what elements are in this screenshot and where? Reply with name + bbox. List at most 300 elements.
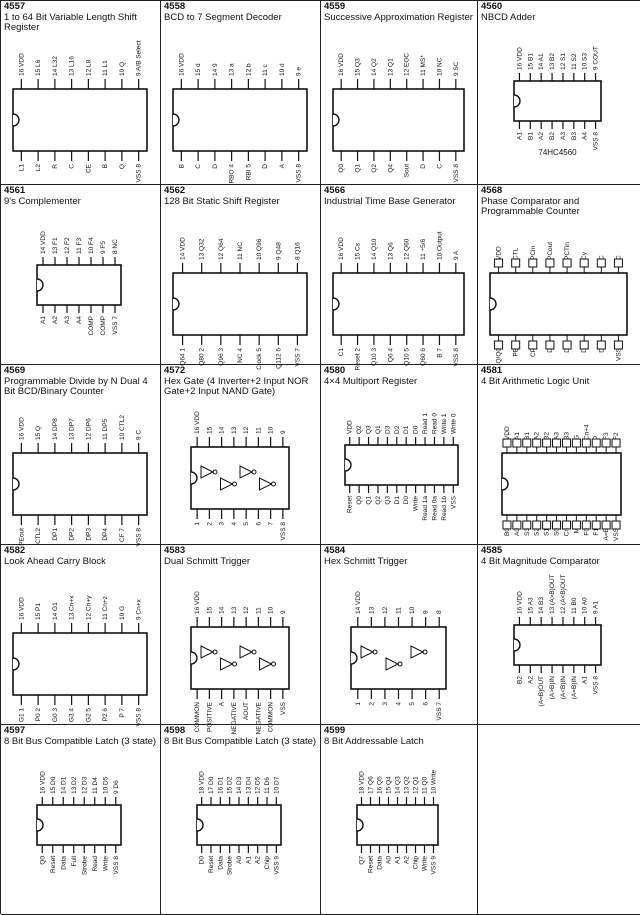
chip-number: 4599: [324, 725, 346, 736]
chip-cell: [321, 725, 478, 915]
pin-label: 12 Q1: [412, 776, 420, 794]
pin-label: B2: [549, 132, 557, 140]
pin-label: P2 6: [102, 708, 110, 722]
pin-label: Q/Q0: [495, 348, 503, 364]
ic-package-body: [37, 805, 121, 845]
pin-label: DP4: [102, 528, 110, 541]
chip-title: 1 to 64 Bit Variable Length Shift Register: [4, 11, 137, 33]
ic-package-body: [173, 89, 307, 151]
pin-label: 14 D1: [60, 776, 68, 794]
chip-title: 8 Bit Addressable Latch: [324, 735, 424, 747]
pin-label: 1: [354, 702, 362, 706]
pin-label: G: [573, 434, 581, 440]
pin-label: 12 (A<B)OUT: [559, 574, 567, 614]
pin-label: 11 F3: [76, 237, 83, 254]
pin-label: VDD: [503, 426, 511, 440]
pin-label: 9 A/B Select: [135, 40, 143, 76]
pin-label: D: [581, 348, 589, 353]
pin-label: 4: [230, 522, 238, 526]
pinout-diagram: [478, 1, 640, 185]
pinout-diagram: [161, 185, 321, 370]
pin-label: 10: [409, 606, 417, 614]
pin-label: 15 Q3: [354, 58, 362, 76]
pin-label: 11: [255, 427, 263, 434]
chip-cell: [321, 1, 478, 185]
pin-label: CP: [529, 348, 537, 358]
pin-label: B3: [563, 432, 571, 440]
pin-label: D0: [198, 856, 206, 865]
chip-cell: [161, 725, 321, 915]
pin-label: 12 L8: [85, 59, 93, 76]
pin-label: Reset: [346, 496, 354, 513]
chip-title: Hex Schmitt Trigger: [324, 555, 408, 567]
pin-label: 11 DP5: [102, 418, 110, 440]
pin-label: F1: [593, 528, 601, 536]
chip-cell: [321, 365, 478, 545]
pin-label: 13 DP7: [68, 418, 76, 440]
pin-label: 10 Output: [436, 231, 444, 260]
chip-title: NBCD Adder: [481, 11, 536, 23]
chip-title: Dual Schmitt Trigger: [164, 555, 251, 567]
chip-title: BCD to 7 Segment Decoder: [164, 11, 282, 23]
pin-label: 8 NC: [112, 239, 119, 254]
pin-label: D: [598, 348, 606, 353]
pin-label: 11 MS*: [420, 55, 428, 76]
pin-label: 14 9: [211, 63, 219, 76]
chip-cell: [478, 365, 640, 545]
ic-package-body: [13, 89, 147, 151]
pin-label: 18 VDD: [198, 771, 206, 794]
pin-label: 14 D3: [236, 776, 243, 794]
pin1-notch: [351, 652, 357, 664]
pin-label: Q0: [39, 856, 47, 865]
pin-label: Read 1a: [422, 496, 430, 521]
pin-label: A3: [553, 432, 561, 440]
pin-label: R: [51, 164, 59, 169]
pin-label: Q4: [387, 164, 395, 173]
ic-package-body: [13, 453, 147, 515]
ic-package-body: [357, 805, 438, 845]
pin1-notch: [173, 298, 179, 310]
pin-label: Clock 5: [256, 348, 264, 370]
pin-label: M: [573, 528, 581, 534]
pin-label: 13 B2: [549, 53, 557, 70]
pinout-diagram: [478, 545, 640, 725]
pin-label: 10 A0: [581, 597, 589, 614]
chip-title: 4×4 Multiport Register: [324, 375, 418, 387]
pin-label: Data: [217, 856, 225, 870]
chip-title: 4 Bit Magnitude Comparator: [481, 555, 600, 567]
pin1-notch: [514, 95, 520, 107]
pinout-diagram: [321, 1, 478, 185]
pin-label: 14 Q3: [394, 776, 402, 794]
chip-number: 4598: [164, 725, 186, 736]
gate-symbols: [201, 466, 276, 490]
pin-label: A1: [581, 676, 589, 684]
pin-label: L2: [35, 164, 43, 172]
pin-label: S1: [543, 528, 551, 536]
pin-label: Reset 2: [354, 348, 362, 371]
pin1-notch: [37, 819, 43, 831]
chip-cell: [478, 1, 640, 185]
pin1-notch: [502, 478, 508, 490]
pin-label: 16 VDD: [194, 411, 202, 434]
pin-label: 12 Q64: [217, 238, 225, 260]
pin-label: 10 CTL2: [118, 415, 126, 440]
pin-label: B0: [503, 528, 511, 536]
pin-label: 13 L16: [68, 56, 76, 76]
chip-number: 4572: [164, 365, 186, 376]
pin-label: 8: [436, 610, 444, 614]
pin-label: 14 VDD: [179, 237, 187, 260]
pin-label: NC 4: [237, 348, 244, 363]
chip-number: 4566: [324, 185, 346, 196]
pin-label: 12 D3: [81, 776, 89, 794]
chip-cell: [161, 185, 321, 370]
pin1-notch: [514, 639, 520, 651]
pin-label: 9 COUT: [592, 46, 600, 70]
pin-label: Write: [102, 856, 110, 872]
chip-number: 4581: [481, 365, 503, 376]
pin-label: 16 VDD: [18, 53, 26, 76]
pin-label: A1: [245, 856, 253, 864]
pin-label: CTL2: [35, 528, 43, 544]
pin-label: 14 G1: [51, 602, 59, 620]
pin-label: 9: [279, 610, 287, 614]
pin1-notch: [333, 298, 339, 310]
pinout-diagram: [321, 725, 478, 915]
pin-label: 11 Cn+z: [102, 596, 110, 620]
pin-label: B 7: [436, 348, 444, 358]
pin-label: Cn+4: [583, 424, 591, 440]
pin-label: 12 D5: [254, 776, 262, 794]
pin-label: Cy: [581, 252, 589, 260]
pin-label: Reset: [367, 856, 375, 873]
pin-label: A2: [254, 856, 262, 864]
pin1-notch: [13, 658, 19, 670]
pinout-diagram: [321, 365, 478, 545]
gate-symbols: [201, 646, 276, 670]
chip-number: 4561: [4, 185, 26, 196]
pin-label: 16 Q5: [376, 776, 384, 794]
pinout-diagram: [1, 545, 161, 725]
pin-label: 16 VDD: [18, 597, 26, 620]
pin1-notch: [357, 819, 363, 831]
pin-label: B2: [516, 676, 524, 684]
chip-number: 4584: [324, 545, 346, 556]
pin-label: 15 D2: [226, 776, 234, 794]
pin-label: 12: [381, 606, 389, 614]
pin-label: DP3: [85, 528, 93, 541]
pinout-diagram: [478, 185, 640, 365]
pin1-notch: [333, 114, 339, 126]
pin-label: 18 VDD: [358, 771, 366, 794]
pin-label: DP2: [68, 528, 76, 541]
pin-label: 11 B0: [570, 597, 578, 614]
pin-label: Full: [70, 856, 78, 867]
pin-label: 16 VDD: [516, 47, 524, 70]
ic-package-body: [514, 625, 601, 665]
pin-label: 5: [243, 522, 251, 526]
pin-label: 10 F4: [88, 237, 95, 254]
pin-label: 9 Cn+x: [135, 599, 143, 620]
pin-label: D3: [384, 425, 392, 434]
pin-label: Chip: [264, 856, 271, 870]
pin-label: C: [195, 164, 203, 169]
pin-label: 10 Q96: [256, 238, 264, 260]
pin-label: 13 a: [228, 63, 236, 76]
pin-label: 13 Q2: [403, 776, 411, 794]
chip-number: 4559: [324, 1, 346, 12]
chip-cell: [321, 545, 478, 725]
pin-label: Data: [60, 856, 68, 870]
pin-label: Write: [421, 856, 429, 872]
pin-label: A0: [236, 856, 243, 864]
pin-label: PE: [512, 348, 520, 357]
ic-package-body: [514, 81, 601, 121]
pin-label: B2: [543, 432, 551, 440]
pin-label: 12 Cn+y: [85, 595, 93, 620]
pin-label: A1: [394, 856, 402, 864]
pin-label: A: [278, 164, 286, 169]
pin-label: NEGATIVE: [230, 702, 238, 735]
pin-label: P: [593, 435, 601, 440]
pin-label: Write 0: [450, 413, 458, 434]
pin-label: C: [68, 164, 76, 169]
pin-label: 15 P1: [35, 603, 43, 620]
pin-label: VSS 8: [279, 522, 287, 541]
pin-label: CE: [85, 164, 93, 174]
pin-label: F0: [583, 528, 591, 536]
pin-label: Q2: [374, 496, 382, 505]
pin-label: Strobe: [81, 856, 89, 876]
pinout-diagram: [1, 1, 161, 185]
pin-label: 9 A1: [592, 600, 600, 614]
pin-label: Cn: [563, 528, 571, 537]
pin-label: 10 NC: [436, 57, 444, 76]
pin-label: C: [598, 255, 606, 260]
chip-cell: [1, 185, 161, 365]
pin-label: F3: [603, 432, 611, 440]
pin-label: POSITIVE: [206, 702, 214, 732]
pin-label: 17 D0: [208, 776, 215, 794]
pin-label: 3: [381, 702, 389, 706]
pin-label: Q: [118, 164, 126, 170]
pin-label: 14 L32: [51, 56, 59, 76]
pin-label: G3 4: [68, 708, 76, 723]
pin-label: 13 F1: [52, 237, 59, 254]
chip-number: 4585: [481, 545, 503, 556]
pin-label: Q0: [356, 496, 364, 505]
pin-label: A: [218, 702, 226, 707]
pin-label: D2: [393, 425, 401, 434]
chip-number: 4569: [4, 365, 26, 376]
pin-label: 1: [194, 522, 202, 526]
pin1-notch: [37, 279, 43, 291]
pinout-diagram: [161, 725, 321, 915]
pin-label: S3: [523, 528, 531, 536]
pin-label: (A=B)IN: [570, 676, 578, 700]
pin-label: 11 Q0: [421, 776, 429, 794]
pin-label: D: [546, 348, 554, 353]
chip-cell: [1, 365, 161, 545]
pin-label: 2: [206, 522, 214, 526]
ic-package-body: [197, 805, 281, 845]
pin-label: 14 A1: [538, 53, 546, 70]
pin-label: S2: [533, 528, 541, 536]
pin-label: COMMON: [194, 702, 202, 733]
pin-label: 9 F5: [100, 240, 107, 254]
chip-title: 8 Bit Bus Compatible Latch (3 state): [164, 735, 317, 747]
pin-label: 14 Q10: [370, 238, 378, 260]
pin-label: Q3: [365, 425, 373, 434]
pin-label: 15 L6: [35, 59, 43, 76]
pin-label: 13 Q1: [387, 58, 395, 76]
pin-label: Read 0a: [431, 496, 439, 521]
pin-label: 3: [218, 522, 226, 526]
pin-label: VSS 9: [430, 856, 438, 875]
pin-label: Read 1b: [440, 496, 448, 521]
pin-label: A2: [533, 432, 541, 440]
pin-label: 12 EOC: [403, 52, 411, 76]
pin-label: 10 Write: [430, 769, 438, 794]
pin-label: Q112 6: [275, 348, 283, 369]
ic-package-body: [333, 273, 464, 335]
pin-label: P 7: [118, 708, 126, 718]
pin1-notch: [490, 298, 496, 310]
pin-label: B3: [570, 132, 578, 140]
pin-label: 9: [422, 610, 430, 614]
pin-label: 10: [267, 606, 275, 614]
pin-label: 15: [206, 606, 214, 614]
pin-label: COMP: [100, 316, 107, 336]
pin-label: 4: [395, 702, 403, 706]
chip-title: Look Ahead Carry Block: [4, 555, 106, 567]
pin-label: AOUT: [243, 702, 251, 721]
pin-label: COMMON: [267, 702, 275, 733]
pin-label: Reset: [49, 856, 57, 873]
pin-label: A4: [76, 316, 83, 324]
chip-title: Hex Gate (4 Inverter+2 Input NOR Gate+2 Input NAND Gate): [164, 375, 309, 397]
pin-label: C: [615, 255, 623, 260]
pin-label: 13 Q32: [198, 238, 206, 260]
pin-label: 15 Q: [35, 425, 43, 440]
pin-label: 14: [218, 426, 226, 434]
chip-cell: [1, 1, 161, 185]
pin-label: 6: [255, 522, 263, 526]
chip-cell: [1, 725, 161, 915]
pin1-notch: [173, 114, 179, 126]
pin-label: Strobe: [226, 856, 234, 876]
pin-label: 9 C: [135, 429, 143, 440]
pin-label: 14 B3: [538, 597, 546, 614]
empty-cell: [478, 725, 640, 915]
pin-label: Q1: [365, 496, 373, 505]
pin-label: 15 Cs: [354, 243, 362, 260]
chip-number: 4558: [164, 1, 186, 12]
ic-package-body: [333, 89, 464, 151]
pin-label: Write: [412, 496, 420, 512]
pin-label: 14 VDD: [354, 591, 362, 614]
pin-label: COMP: [88, 316, 95, 336]
pin-label: A3: [64, 316, 71, 324]
pin-label: Q3: [384, 496, 392, 505]
chip-cell: [478, 185, 640, 365]
chip-number: 4582: [4, 545, 26, 556]
pin-label: 11 ÷5/6: [420, 238, 428, 260]
pin-label: (A=B)OUT: [538, 676, 546, 707]
pin1-notch: [345, 459, 351, 471]
pin-label: 13 Cn+x: [68, 595, 76, 620]
pin-label: A0: [513, 528, 521, 536]
pin-label: 16 VDD: [338, 53, 346, 76]
pin-label: 11 D4: [91, 777, 99, 794]
pin-label: 2: [368, 702, 376, 706]
pin-label: 12 S1: [559, 53, 567, 70]
pin-label: 10 Q: [118, 61, 126, 76]
pin-label: 13 D2: [70, 776, 78, 794]
chip-number: 4568: [481, 185, 503, 196]
pin-label: 16 VDD: [39, 771, 47, 794]
pin-label: 12 DP6: [85, 418, 93, 440]
chip-number: 4583: [164, 545, 186, 556]
pin-label: 16 VDD: [178, 53, 186, 76]
pin-label: 13 (A>B)OUT: [549, 574, 557, 614]
pin-label: 13 D4: [245, 776, 253, 794]
pin-label: Q10 3: [370, 348, 378, 366]
pin-label: Q96 3: [217, 348, 225, 366]
pin-label: Q64 1: [179, 348, 187, 366]
pin-label: VSS 7: [436, 702, 444, 721]
pin-label: D0: [412, 425, 420, 434]
chip-number: 4562: [164, 185, 186, 196]
pin-label: VSS 8: [592, 132, 600, 151]
pin-label: D0: [403, 496, 411, 505]
pin-label: Q60 6: [420, 348, 428, 366]
chip-cell: [161, 1, 321, 185]
pin-label: NEGATIVE: [255, 702, 263, 735]
pin-label: 5: [409, 702, 417, 706]
pin-label: VDD: [495, 246, 503, 260]
chip-title: Programmable Divide by N Dual 4 Bit BCD/Binary Counter: [4, 375, 148, 397]
pin-label: Read: [91, 856, 99, 872]
pin-label: B: [178, 164, 186, 169]
pin-label: D: [564, 348, 572, 353]
chip-number: 4560: [481, 1, 503, 12]
pin-label: VSS 8: [295, 164, 303, 183]
pin-label: VSS 8: [135, 708, 143, 727]
pin-label: 9 Q48: [275, 242, 283, 260]
pin-label: Q1: [354, 164, 362, 173]
pin-label: 11 L1: [102, 60, 110, 76]
pin-label: 15: [206, 426, 214, 434]
pin-label: VSS 8: [592, 676, 600, 695]
pin-label: Q80 2: [198, 348, 206, 366]
pin-label: Sout: [403, 164, 411, 178]
ic-package-body: [173, 273, 307, 335]
pin-label: 13: [368, 606, 376, 614]
pin-label: 9 e: [295, 66, 303, 76]
pin-label: 12 F2: [64, 237, 71, 254]
pin-label: 17 Q6: [367, 776, 375, 794]
pin-label: VSS: [615, 348, 623, 362]
pin-label: 12 Q60: [403, 238, 411, 260]
pin-label: Q6 4: [387, 348, 395, 363]
pin-label: 10 D5: [102, 776, 110, 794]
pin1-notch: [13, 478, 19, 490]
pinout-diagram: [161, 365, 321, 545]
pin-label: 16 VDD: [194, 591, 202, 614]
